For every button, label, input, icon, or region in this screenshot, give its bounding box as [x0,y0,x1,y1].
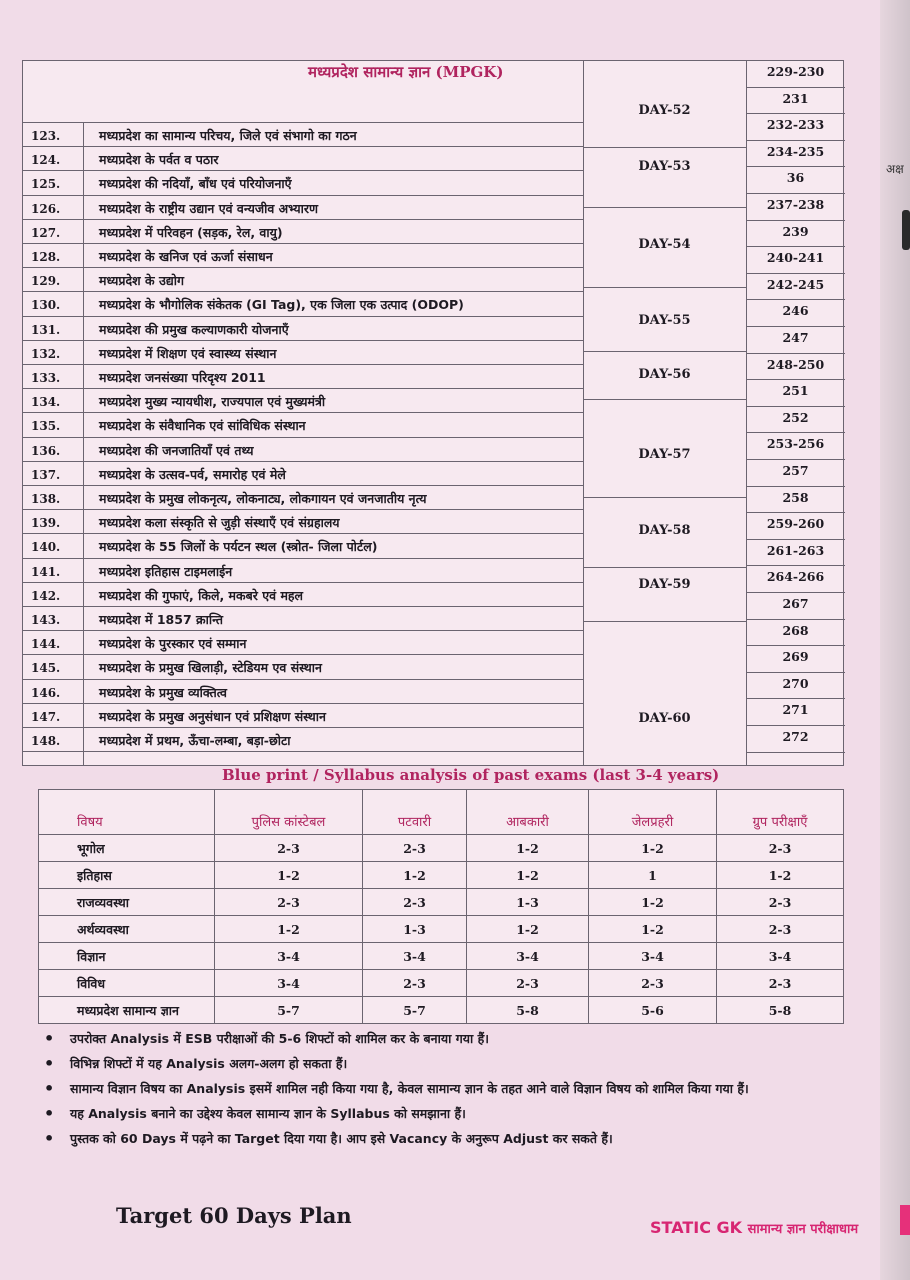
table-row [23,317,583,341]
day-divider [583,399,746,400]
day-label: DAY-52 [638,103,691,118]
row-topic: मध्यप्रदेश के प्रमुख खिलाड़ी, स्टेडियम एव संस्थान [99,660,322,676]
page-range-cell [746,646,845,673]
subject-cell: मध्यप्रदेश सामान्य ज्ञान [39,997,215,1024]
row-number: 130. [31,298,61,313]
question-count-cell: 2-3 [717,970,844,997]
row-topic: मध्यप्रदेश के पुरस्कार एवं सम्मान [99,636,247,652]
day-divider [583,497,746,498]
page-range-cell [746,380,845,407]
row-number: 140. [31,540,61,555]
page-range-cell [746,433,845,460]
table-row [23,196,583,220]
row-number: 124. [31,153,61,168]
row-topic: मध्यप्रदेश जनसंख्या परिदृश्य 2011 [99,370,266,385]
table-row [23,534,583,558]
row-topic: मध्यप्रदेश के संवैधानिक एवं सांविधिक संस्थान [99,418,306,434]
subject-cell: इतिहास [39,862,215,889]
target-plan-label: Target 60 Days Plan [116,1203,352,1228]
row-number: 142. [31,588,61,603]
row-topic: मध्यप्रदेश के प्रमुख लोकनृत्य, लोकनाट्य, लोकगायन एवं जनजातीय नृत्य [99,491,427,506]
row-number: 135. [31,419,61,434]
page-range-cell [746,540,845,567]
blueprint-row [39,862,844,889]
subject-cell: विविध [39,970,215,997]
header-police-constable: पुलिस कांस्टेबल [215,790,363,835]
question-count-cell: 2-3 [717,916,844,943]
page-range: 232-233 [766,117,825,133]
question-count-cell: 1-3 [363,916,467,943]
table-row [23,655,583,679]
question-count-cell: 1-2 [467,916,589,943]
note-item: • उपरोक्त Analysis में ESB परीक्षाओं की 5-6 शिफ्टों को शामिल कर के बनाया गया हैं। [44,1030,864,1048]
row-topic: मध्यप्रदेश के प्रमुख व्यक्तित्व [99,684,227,700]
page-range-cell [746,141,845,168]
question-count-cell: 1-2 [215,916,363,943]
row-number: 123. [31,129,61,143]
page-range-cell [746,407,845,434]
row-topic: मध्यप्रदेश का सामान्य परिचय, जिले एवं संभागो का गठन [99,128,357,143]
question-count-cell: 3-4 [215,970,363,997]
page-range-cell [746,167,845,194]
table-row [23,631,583,655]
blueprint-row [39,889,844,916]
table-row [23,389,583,413]
question-count-cell: 2-3 [589,970,717,997]
row-number: 131. [31,322,61,337]
header-excise: आबकारी [467,790,589,835]
question-count-cell: 2-3 [215,835,363,862]
page-range: 270 [782,675,809,691]
table-row [23,171,583,195]
table-row [23,438,583,462]
table-title-row [23,61,583,123]
row-number: 132. [31,346,61,361]
table-row [23,704,583,728]
page-range: 264-266 [766,569,825,585]
day-label: DAY-54 [638,237,691,252]
row-number: 125. [31,177,61,192]
blueprint-row [39,916,844,943]
table-title: मध्यप्रदेश सामान्य ज्ञान (MPGK) [308,63,504,81]
row-number: 127. [31,225,61,240]
table-row [23,486,583,510]
question-count-cell: 3-4 [717,943,844,970]
row-number: 128. [31,250,61,264]
page-range-cell [746,327,845,354]
page-range: 229-230 [766,64,825,79]
page-range: 258 [782,489,809,505]
row-topic: मध्यप्रदेश की प्रमुख कल्याणकारी योजनाएँ [99,321,289,337]
page-edge-tab [900,1205,910,1235]
question-count-cell: 2-3 [363,889,467,916]
row-topic: मध्यप्रदेश कला संस्कृति से जुड़ी संस्थाएँ एवं संग्रहालय [99,515,340,531]
mpgk-schedule-table [22,60,844,766]
day-label: DAY-56 [638,367,691,382]
day-label: DAY-57 [638,447,691,462]
blueprint-row [39,943,844,970]
blueprint-table [38,789,844,1024]
day-label: DAY-55 [638,313,691,328]
note-item: • पुस्तक को 60 Days में पढ़ने का Target दिया गया है। आप इसे Vacancy के अनुरूप Adjust कर सकते हैं। [44,1130,864,1148]
row-topic: मध्यप्रदेश मुख्य न्यायधीश, राज्यपाल एवं मुख्यमंत्री [99,394,326,410]
table-row [23,292,583,316]
question-count-cell: 1-2 [467,835,589,862]
question-count-cell: 5-7 [215,997,363,1024]
page-range-cell [746,460,845,487]
page-range: 231 [782,90,809,106]
table-row [23,244,583,268]
subject-cell: राजव्यवस्था [39,889,215,916]
page-range-cell [746,274,845,301]
day-divider [583,287,746,288]
subject-cell: भूगोल [39,835,215,862]
page-range: 36 [786,170,805,186]
row-number: 143. [31,613,61,627]
brand-name: STATIC GK [650,1218,743,1237]
question-count-cell: 5-6 [589,997,717,1024]
table-row [23,413,583,437]
row-topic: मध्यप्रदेश के प्रमुख अनुसंधान एवं प्रशिक्षण संस्थान [99,708,326,724]
page-range-cell [746,247,845,274]
question-count-cell: 2-3 [717,835,844,862]
question-count-cell: 2-3 [467,970,589,997]
page-range: 240-241 [766,250,825,266]
page-range: 267 [782,596,809,611]
day-label: DAY-58 [638,523,691,538]
page-range-cell [746,61,845,88]
question-count-cell: 5-8 [717,997,844,1024]
row-number: 145. [31,661,61,676]
page-range-cell [746,487,845,514]
page-range-cell [746,88,845,115]
question-count-cell: 1 [589,862,717,889]
question-count-cell: 1-2 [467,862,589,889]
question-count-cell: 1-2 [589,835,717,862]
page-range-cell [746,354,845,381]
page-range: 261-263 [766,542,825,558]
row-number: 139. [31,516,61,531]
table-row [23,728,583,752]
next-page-edge [880,0,910,1280]
row-topic: मध्यप्रदेश इतिहास टाइमलाईन [99,563,233,579]
page-range-cell [746,566,845,593]
page-range: 246 [782,303,809,319]
page-range: 242-245 [766,276,825,292]
question-count-cell: 2-3 [363,835,467,862]
question-count-cell: 2-3 [717,889,844,916]
question-count-cell: 3-4 [589,943,717,970]
header-subject: विषय [39,790,215,835]
row-number: 146. [31,685,61,700]
row-topic: मध्यप्रदेश के पर्वत व पठार [99,152,219,168]
page-range-cell [746,593,845,620]
day-divider [583,147,746,148]
blueprint-row [39,997,844,1024]
row-topic: मध्यप्रदेश के भौगोलिक संकेतक (GI Tag), एक जिला एक उत्पाद (ODOP) [99,297,464,313]
row-topic: मध्यप्रदेश के खनिज एवं ऊर्जा संसाधन [99,249,273,264]
page-range: 247 [782,330,809,345]
day-divider [583,207,746,208]
page-range-cell [746,194,845,221]
question-count-cell: 1-2 [717,862,844,889]
page-range: 251 [782,383,809,399]
table-row [23,365,583,389]
page-range: 272 [782,729,809,744]
blueprint-row [39,835,844,862]
row-number: 144. [31,637,61,652]
row-topic: मध्यप्रदेश में शिक्षण एवं स्वास्थ्य संस्थान [99,345,277,361]
page-range: 259-260 [766,516,825,532]
row-topic: मध्यप्रदेश की नदियाँ, बाँध एवं परियोजनाएँ [99,176,292,192]
blueprint-title: Blue print / Syllabus analysis of past exams (last 3-4 years) [222,766,720,784]
row-number: 138. [31,492,61,506]
page-range: 237-238 [766,197,825,212]
note-item: • सामान्य विज्ञान विषय का Analysis इसमें शामिल नही किया गया है, केवल सामान्य ज्ञान के तहत आने वाले विज्ञान विषय को शामिल किया गया हैं। [44,1080,864,1098]
row-topic: मध्यप्रदेश में परिवहन (सड़क, रेल, वायु) [99,224,283,240]
header-jail-prahari: जेलप्रहरी [589,790,717,835]
question-count-cell: 2-3 [363,970,467,997]
page-range-cell [746,513,845,540]
page-range: 252 [782,409,809,425]
row-number: 147. [31,709,61,724]
table-row [23,268,583,292]
table-row [23,123,583,147]
day-divider [583,621,746,622]
question-count-cell: 5-8 [467,997,589,1024]
row-topic: मध्यप्रदेश के उत्सव-पर्व, समारोह एवं मेले [99,466,286,482]
row-number: 136. [31,443,61,458]
note-item: • विभिन्न शिफ्टों में यह Analysis अलग-अलग हो सकता हैं। [44,1055,864,1073]
page-range: 268 [782,622,809,638]
subject-cell: विज्ञान [39,943,215,970]
table-row [23,607,583,631]
table-row [23,510,583,534]
page-range: 257 [782,463,809,478]
row-number: 137. [31,467,61,482]
row-number: 148. [31,734,61,748]
row-number: 141. [31,564,61,579]
blueprint-row [39,970,844,997]
brand-logo [650,1218,858,1237]
question-count-cell: 3-4 [215,943,363,970]
page-range-cell [746,726,845,753]
question-count-cell: 5-7 [363,997,467,1024]
question-count-cell: 2-3 [215,889,363,916]
notes-list [44,1030,864,1155]
page-range-cell [746,221,845,248]
row-number: 126. [31,201,61,216]
question-count-cell: 1-2 [589,889,717,916]
row-number: 129. [31,274,61,289]
row-topic: मध्यप्रदेश के राष्ट्रीय उद्यान एवं वन्यजीव अभ्यारण [99,200,319,216]
page-range: 248-250 [766,356,825,372]
page-range: 234-235 [766,143,825,159]
row-number: 134. [31,395,61,410]
page-range-cell [746,620,845,647]
row-topic: मध्यप्रदेश की जनजातियाँ एवं तथ्य [99,442,254,458]
brand-subtitle: सामान्य ज्ञान परीक्षाधाम [747,1222,859,1237]
page-range-cell [746,300,845,327]
page-edge-mark [902,210,910,250]
day-label: DAY-59 [638,577,691,592]
page-range-cell [746,699,845,726]
table-row [23,462,583,486]
day-label: DAY-53 [638,159,691,174]
next-page-text: अक्ष [886,162,904,176]
row-number: 133. [31,371,61,385]
table-row [23,680,583,704]
table-row [23,147,583,171]
question-count-cell: 1-3 [467,889,589,916]
page-range: 269 [782,649,809,665]
table-row [23,220,583,244]
page-range: 239 [782,223,809,239]
table-row [23,583,583,607]
question-count-cell: 3-4 [467,943,589,970]
table-row [23,559,583,583]
question-count-cell: 1-2 [589,916,717,943]
question-count-cell: 3-4 [363,943,467,970]
blueprint-header-row [39,790,844,835]
question-count-cell: 1-2 [215,862,363,889]
day-divider [583,567,746,568]
row-topic: मध्यप्रदेश के 55 जिलों के पर्यटन स्थल (स्त्रोत- जिला पोर्टल) [99,539,378,555]
page-range: 253-256 [766,436,825,452]
row-topic: मध्यप्रदेश के उद्योग [99,273,184,289]
table-row [23,341,583,365]
row-topic: मध्यप्रदेश की गुफाएं, किले, मकबरे एवं महल [99,587,304,603]
day-label: DAY-60 [638,711,691,726]
row-topic: मध्यप्रदेश में 1857 क्रान्ति [99,612,224,627]
header-patwari: पटवारी [363,790,467,835]
page-range-cell [746,673,845,700]
day-divider [583,351,746,352]
header-group-exams: ग्रुप परीक्षाएँ [717,790,844,835]
subject-cell: अर्थव्यवस्था [39,916,215,943]
note-item: • यह Analysis बनाने का उद्देश्य केवल सामान्य ज्ञान के Syllabus को समझाना हैं। [44,1105,864,1123]
page-range-cell [746,114,845,141]
row-topic: मध्यप्रदेश में प्रथम, ऊँचा-लम्बा, बड़ा-छोटा [99,733,291,748]
question-count-cell: 1-2 [363,862,467,889]
page-range: 271 [782,702,809,718]
